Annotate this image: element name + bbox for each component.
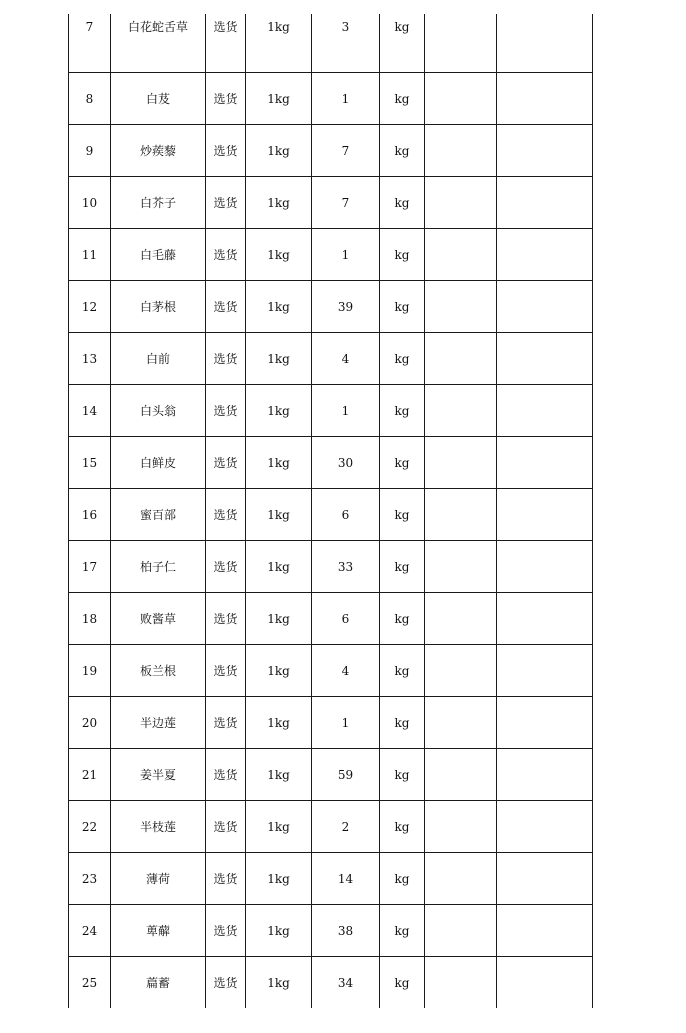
quantity-cell: 2 [312,801,380,853]
amount-cell [497,801,593,853]
price-cell [425,177,497,229]
amount-cell [497,177,593,229]
herb-order-table [68,14,593,1008]
row-number-cell: 11 [69,229,111,281]
grade-cell: 选货 [206,14,246,73]
row-number-cell: 22 [69,801,111,853]
herb-name-cell: 白花蛇舌草 [111,14,206,73]
amount-cell [497,957,593,1009]
herb-name-cell: 炒蒺藜 [111,125,206,177]
quantity-cell: 30 [312,437,380,489]
spec-cell: 1kg [246,697,312,749]
unit-cell: kg [380,229,425,281]
unit-cell: kg [380,281,425,333]
herb-name-cell: 姜半夏 [111,749,206,801]
herb-name-cell: 白头翁 [111,385,206,437]
amount-cell [497,73,593,125]
table-row [69,541,593,593]
spec-cell: 1kg [246,957,312,1009]
spec-cell: 1kg [246,749,312,801]
row-number-cell: 18 [69,593,111,645]
row-number-cell: 24 [69,905,111,957]
price-cell [425,749,497,801]
row-number-cell: 10 [69,177,111,229]
spec-cell: 1kg [246,489,312,541]
table-row [69,697,593,749]
unit-cell: kg [380,957,425,1009]
unit-cell: kg [380,593,425,645]
herb-name-cell: 白毛藤 [111,229,206,281]
quantity-cell: 1 [312,697,380,749]
table-row [69,385,593,437]
unit-cell: kg [380,697,425,749]
unit-cell: kg [380,177,425,229]
price-cell [425,73,497,125]
row-number-cell: 16 [69,489,111,541]
spec-cell: 1kg [246,73,312,125]
row-number-cell: 12 [69,281,111,333]
grade-cell: 选货 [206,697,246,749]
amount-cell [497,541,593,593]
grade-cell: 选货 [206,281,246,333]
amount-cell [497,905,593,957]
quantity-cell: 33 [312,541,380,593]
quantity-cell: 6 [312,489,380,541]
herb-name-cell: 半枝莲 [111,801,206,853]
herb-name-cell: 半边莲 [111,697,206,749]
grade-cell: 选货 [206,73,246,125]
herb-name-cell: 白前 [111,333,206,385]
grade-cell: 选货 [206,229,246,281]
spec-cell: 1kg [246,385,312,437]
unit-cell: kg [380,437,425,489]
row-number-cell: 8 [69,73,111,125]
row-number-cell: 9 [69,125,111,177]
row-number-cell: 21 [69,749,111,801]
row-number-cell: 20 [69,697,111,749]
row-number-cell: 14 [69,385,111,437]
quantity-cell: 1 [312,385,380,437]
amount-cell [497,125,593,177]
quantity-cell: 3 [312,14,380,73]
quantity-cell: 59 [312,749,380,801]
row-number-cell: 17 [69,541,111,593]
herb-name-cell: 白茅根 [111,281,206,333]
quantity-cell: 7 [312,177,380,229]
row-number-cell: 23 [69,853,111,905]
amount-cell [497,697,593,749]
grade-cell: 选货 [206,853,246,905]
herb-name-cell: 柏子仁 [111,541,206,593]
herb-name-cell: 白鲜皮 [111,437,206,489]
amount-cell [497,437,593,489]
herb-name-cell: 薄荷 [111,853,206,905]
quantity-cell: 34 [312,957,380,1009]
unit-cell: kg [380,645,425,697]
price-cell [425,14,497,73]
amount-cell [497,385,593,437]
unit-cell: kg [380,14,425,73]
table-row [69,125,593,177]
grade-cell: 选货 [206,125,246,177]
spec-cell: 1kg [246,437,312,489]
unit-cell: kg [380,125,425,177]
herb-name-cell: 萹蓄 [111,957,206,1009]
amount-cell [497,593,593,645]
spec-cell: 1kg [246,541,312,593]
amount-cell [497,489,593,541]
amount-cell [497,229,593,281]
grade-cell: 选货 [206,489,246,541]
spec-cell: 1kg [246,593,312,645]
grade-cell: 选货 [206,801,246,853]
spec-cell: 1kg [246,229,312,281]
amount-cell [497,853,593,905]
unit-cell: kg [380,489,425,541]
price-cell [425,489,497,541]
herb-order-table-page [68,14,592,1008]
spec-cell: 1kg [246,333,312,385]
herb-name-cell: 白芥子 [111,177,206,229]
amount-cell [497,333,593,385]
unit-cell: kg [380,905,425,957]
grade-cell: 选货 [206,593,246,645]
herb-name-cell: 败酱草 [111,593,206,645]
table-row [69,645,593,697]
unit-cell: kg [380,385,425,437]
table-row [69,437,593,489]
spec-cell: 1kg [246,905,312,957]
price-cell [425,125,497,177]
price-cell [425,593,497,645]
quantity-cell: 6 [312,593,380,645]
price-cell [425,905,497,957]
price-cell [425,437,497,489]
table-row [69,177,593,229]
table-row [69,801,593,853]
price-cell [425,541,497,593]
price-cell [425,645,497,697]
spec-cell: 1kg [246,645,312,697]
price-cell [425,801,497,853]
spec-cell: 1kg [246,177,312,229]
price-cell [425,281,497,333]
quantity-cell: 7 [312,125,380,177]
unit-cell: kg [380,541,425,593]
grade-cell: 选货 [206,385,246,437]
amount-cell [497,281,593,333]
row-number-cell: 13 [69,333,111,385]
table-row [69,14,593,73]
amount-cell [497,749,593,801]
row-number-cell: 15 [69,437,111,489]
unit-cell: kg [380,333,425,385]
row-number-cell: 7 [69,14,111,73]
amount-cell [497,14,593,73]
table-row [69,333,593,385]
grade-cell: 选货 [206,541,246,593]
price-cell [425,385,497,437]
row-number-cell: 19 [69,645,111,697]
herb-name-cell: 蜜百部 [111,489,206,541]
unit-cell: kg [380,801,425,853]
table-row [69,593,593,645]
grade-cell: 选货 [206,905,246,957]
price-cell [425,229,497,281]
grade-cell: 选货 [206,333,246,385]
quantity-cell: 4 [312,333,380,385]
price-cell [425,853,497,905]
table-row [69,957,593,1009]
unit-cell: kg [380,749,425,801]
herb-name-cell: 板兰根 [111,645,206,697]
grade-cell: 选货 [206,437,246,489]
spec-cell: 1kg [246,281,312,333]
table-row [69,229,593,281]
table-row [69,905,593,957]
spec-cell: 1kg [246,853,312,905]
spec-cell: 1kg [246,125,312,177]
row-number-cell: 25 [69,957,111,1009]
spec-cell: 1kg [246,14,312,73]
table-row [69,489,593,541]
herb-name-cell: 萆薢 [111,905,206,957]
price-cell [425,333,497,385]
unit-cell: kg [380,73,425,125]
quantity-cell: 38 [312,905,380,957]
grade-cell: 选货 [206,957,246,1009]
unit-cell: kg [380,853,425,905]
table-row [69,73,593,125]
herb-name-cell: 白芨 [111,73,206,125]
quantity-cell: 39 [312,281,380,333]
table-body [69,14,593,1008]
table-row [69,281,593,333]
spec-cell: 1kg [246,801,312,853]
grade-cell: 选货 [206,749,246,801]
table-row [69,853,593,905]
quantity-cell: 1 [312,229,380,281]
quantity-cell: 1 [312,73,380,125]
grade-cell: 选货 [206,177,246,229]
table-row [69,749,593,801]
quantity-cell: 4 [312,645,380,697]
price-cell [425,957,497,1009]
price-cell [425,697,497,749]
quantity-cell: 14 [312,853,380,905]
amount-cell [497,645,593,697]
grade-cell: 选货 [206,645,246,697]
